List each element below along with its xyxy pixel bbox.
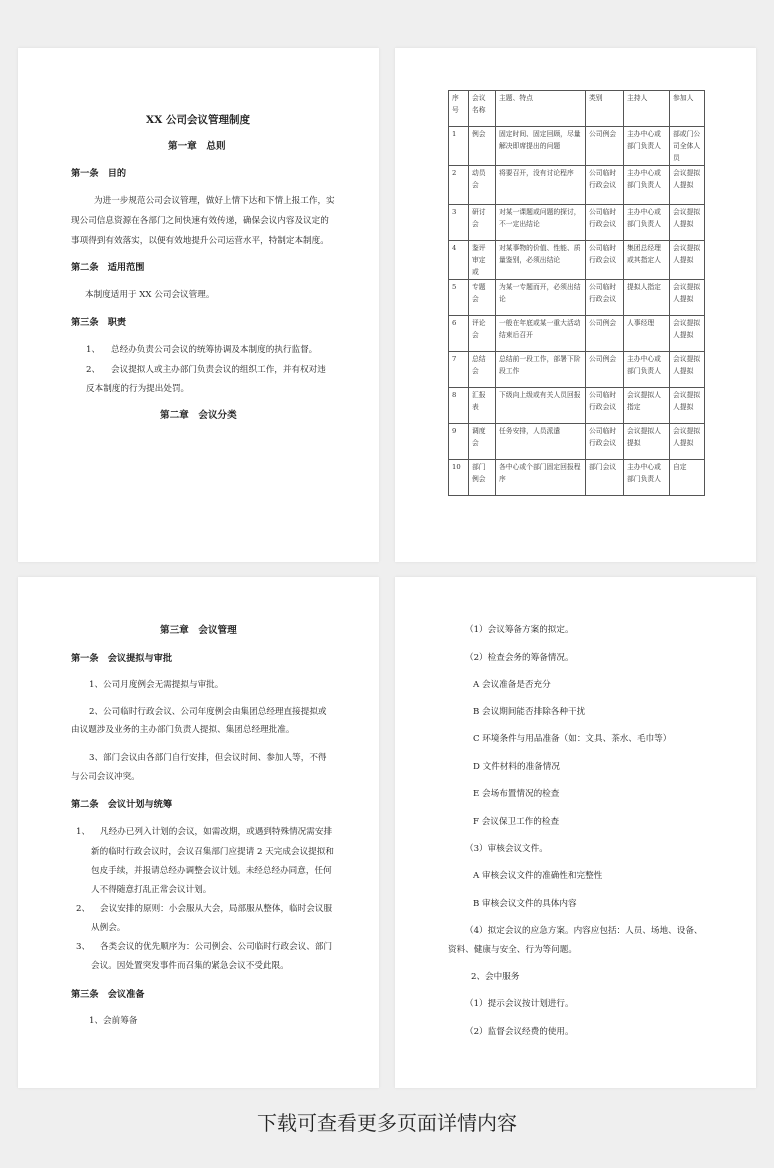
prep-line-1: （1）会议筹备方案的拟定。	[465, 625, 574, 635]
table-row	[449, 127, 705, 166]
section-2-item-1-line-2: 新的临时行政会议时，会议召集部门应提请 2 天完成会议提拟和	[91, 847, 334, 857]
table-cell: 公司例会	[586, 352, 624, 388]
table-row	[449, 316, 705, 352]
table-cell: 公司例会	[586, 127, 624, 166]
table-cell: 公司临时行政会议	[586, 166, 624, 205]
prep-line-5: C 环境条件与用品准备（如：文具、茶水、毛巾等）	[473, 734, 672, 744]
document-page-3	[18, 577, 379, 1088]
table-cell: 会议提拟人提拟	[670, 424, 705, 460]
table-cell: 为某一专题而开，必须出结论	[496, 280, 586, 316]
download-more-caption: 下载可查看更多页面详情内容	[257, 1111, 517, 1135]
table-cell: 1	[449, 127, 469, 166]
table-cell: 公司临时行政会议	[586, 241, 624, 280]
table-cell: 主办中心或部门负责人	[624, 460, 670, 496]
section-1-heading: 第一条 会议提拟与审批	[71, 653, 173, 664]
table-cell: 专题会	[469, 280, 496, 316]
meeting-types-table	[448, 90, 705, 496]
table-cell: 9	[449, 424, 469, 460]
table-row	[449, 460, 705, 496]
table-cell: 一般在年底或某一重大活动结束后召开	[496, 316, 586, 352]
table-cell: 固定时间、固定回顾，尽量解决即席提出的问题	[496, 127, 586, 166]
table-cell: 公司临时行政会议	[586, 424, 624, 460]
document-page-1	[18, 48, 379, 562]
prep-line-2: （2）检查会务的筹备情况。	[465, 653, 574, 663]
table-cell: 2	[449, 166, 469, 205]
table-header-cell: 类别	[586, 91, 624, 127]
document-page-4	[395, 577, 756, 1088]
section-1-para-3-line-1: 3、部门会议由各部门自行安排，但会议时间、参加人等，不得	[89, 753, 327, 763]
article-3-item-1: 总经办负责公司会议的统筹协调及本制度的执行监督。	[111, 345, 318, 355]
table-cell: 总结会	[469, 352, 496, 388]
section-2-item-1-number: 1、	[76, 827, 91, 837]
table-cell: 部或门公司全体人员	[670, 127, 705, 166]
document-page-2	[395, 48, 756, 562]
table-row	[449, 166, 705, 205]
article-3-item-2-line-1: 会议提拟人或主办部门负责会议的组织工作，并有权对违	[111, 365, 326, 375]
chapter-3-heading: 第三章 会议管理	[160, 625, 237, 636]
table-header-cell: 主题、特点	[496, 91, 586, 127]
table-cell: 主办中心或部门负责人	[624, 166, 670, 205]
table-header-row	[449, 91, 705, 127]
prep-line-7: E 会场布置情况的检查	[473, 789, 560, 799]
article-3-item-1-number: 1、	[86, 345, 101, 355]
table-cell: 7	[449, 352, 469, 388]
table-cell: 会议提拟人提拟	[670, 205, 705, 241]
article-3-heading: 第三条 职责	[71, 317, 127, 328]
table-cell: 部门会议	[586, 460, 624, 496]
prep-line-4: B 会议期间能否排除各种干扰	[473, 707, 586, 717]
section-2-item-3-line-1: 各类会议的优先顺序为：公司例会、公司临时行政会议、部门	[100, 942, 333, 952]
prep-line-10: A 审核会议文件的准确性和完整性	[473, 871, 603, 881]
table-cell: 动员会	[469, 166, 496, 205]
table-cell: 会议提拟人提拟	[670, 166, 705, 205]
section-3-para-1: 1、会前筹备	[89, 1016, 138, 1026]
table-cell: 人事经理	[624, 316, 670, 352]
section-1-para-2-line-2: 由议题涉及业务的主办部门负责人提拟、集团总经理批准。	[71, 725, 295, 735]
table-cell: 公司临时行政会议	[586, 205, 624, 241]
article-1-heading: 第一条 目的	[71, 168, 127, 179]
chapter-2-heading: 第二章 会议分类	[160, 410, 237, 421]
table-row	[449, 424, 705, 460]
article-2-line-1: 本制度适用于 XX 公司会议管理。	[85, 290, 215, 300]
table-header-cell: 主持人	[624, 91, 670, 127]
table-cell: 将要召开，没有讨论程序	[496, 166, 586, 205]
table-cell: 会议提拟人提拟	[670, 316, 705, 352]
chapter-1-heading: 第一章 总则	[168, 141, 226, 152]
table-row	[449, 241, 705, 280]
table-cell: 研讨会	[469, 205, 496, 241]
table-cell: 对某一课题或问题的探讨，不一定出结论	[496, 205, 586, 241]
table-cell: 鉴评审定或	[469, 241, 496, 280]
table-row	[449, 205, 705, 241]
table-row	[449, 388, 705, 424]
table-cell: 自定	[670, 460, 705, 496]
table-cell: 集团总经理或其指定人	[624, 241, 670, 280]
section-2-item-1-line-4: 人不得随意打乱正常会议计划。	[91, 885, 212, 895]
article-1-line-1: 为进一步规范公司会议管理，做好上情下达和下情上报工作，实	[94, 196, 335, 206]
table-cell: 公司临时行政会议	[586, 388, 624, 424]
table-cell: 10	[449, 460, 469, 496]
table-cell: 评论会	[469, 316, 496, 352]
prep-line-13: 2、会中服务	[471, 972, 520, 982]
table-cell: 汇报表	[469, 388, 496, 424]
table-row	[449, 352, 705, 388]
section-1-para-1: 1、公司月度例会无需提拟与审批。	[89, 680, 224, 690]
article-1-line-2: 现公司信息资源在各部门之间快速有效传递，确保会议内容及议定的	[71, 216, 329, 226]
section-2-item-3-number: 3、	[76, 942, 91, 952]
table-cell: 任务安排，人员派遣	[496, 424, 586, 460]
prep-line-14: （1）提示会议按计划进行。	[465, 999, 574, 1009]
table-cell: 会议提拟人提拟	[670, 388, 705, 424]
table-cell: 会议提拟人提拟	[670, 280, 705, 316]
table-cell: 部门例会	[469, 460, 496, 496]
table-cell: 下级向上级或有关人员回报	[496, 388, 586, 424]
table-cell: 提拟人指定	[624, 280, 670, 316]
article-3-item-2-number: 2、	[86, 365, 101, 375]
prep-line-3: A 会议准备是否充分	[473, 680, 551, 690]
prep-line-12a: （4）拟定会议的应急方案。内容应包括：人员、场地、设备、	[465, 926, 703, 936]
table-cell: 主办中心或部门负责人	[624, 205, 670, 241]
prep-line-8: F 会议保卫工作的检查	[473, 817, 560, 827]
table-header-cell: 会议名称	[469, 91, 496, 127]
section-2-item-2-line-1: 会议安排的原则：小会服从大会，局部服从整体，临时会议服	[100, 904, 333, 914]
prep-line-9: （3）审核会议文件。	[465, 844, 548, 854]
prep-line-11: B 审核会议文件的具体内容	[473, 899, 577, 909]
section-2-item-3-line-2: 会议。因处置突发事件而召集的紧急会议不受此限。	[91, 961, 289, 971]
table-cell: 6	[449, 316, 469, 352]
section-2-item-1-line-1: 凡经办已列入计划的会议，如需改期，或遇到特殊情况需安排	[100, 827, 333, 837]
table-cell: 8	[449, 388, 469, 424]
table-cell: 例会	[469, 127, 496, 166]
table-cell: 会议提拟人指定	[624, 388, 670, 424]
section-1-para-3-line-2: 与公司会议冲突。	[71, 772, 140, 782]
table-cell: 公司临时行政会议	[586, 280, 624, 316]
article-3-item-2-line-2: 反本制度的行为提出处罚。	[86, 384, 190, 394]
table-cell: 公司例会	[586, 316, 624, 352]
table-cell: 会议提拟人提拟	[624, 424, 670, 460]
table-cell: 会议提拟人提拟	[670, 241, 705, 280]
meeting-types-table-body	[449, 91, 705, 496]
table-cell: 3	[449, 205, 469, 241]
table-cell: 各中心或个部门固定回报程序	[496, 460, 586, 496]
section-2-item-2-line-2: 从例会。	[91, 923, 126, 933]
document-title: XX 公司会议管理制度	[146, 114, 250, 126]
table-cell: 会议提拟人提拟	[670, 352, 705, 388]
table-cell: 4	[449, 241, 469, 280]
table-cell: 主办中心或部门负责人	[624, 127, 670, 166]
article-1-line-3: 事项得到有效落实，以便有效地提升公司运营水平，特制定本制度。	[71, 236, 329, 246]
section-2-heading: 第二条 会议计划与统筹	[71, 799, 173, 810]
section-1-para-2-line-1: 2、公司临时行政会议、公司年度例会由集团总经理直接提拟或	[89, 707, 327, 717]
prep-line-15: （2）监督会议经费的使用。	[465, 1027, 574, 1037]
table-header-cell: 参加人	[670, 91, 705, 127]
table-cell: 5	[449, 280, 469, 316]
table-header-cell: 序号	[449, 91, 469, 127]
prep-line-12b: 资料、健康与安全、行为等问题。	[448, 945, 577, 955]
section-2-item-1-line-3: 包皮手续，并报请总经办调整会议计划。未经总经办同意，任何	[91, 866, 332, 876]
article-2-heading: 第二条 适用范围	[71, 262, 145, 273]
table-cell: 调度会	[469, 424, 496, 460]
section-2-item-2-number: 2、	[76, 904, 91, 914]
table-cell: 主办中心或部门负责人	[624, 352, 670, 388]
section-3-heading: 第三条 会议准备	[71, 989, 145, 1000]
prep-line-6: D 文件材料的准备情况	[473, 762, 560, 772]
table-cell: 总结前一段工作，部署下阶段工作	[496, 352, 586, 388]
table-row	[449, 280, 705, 316]
table-cell: 对某事物的价值、性能、质量鉴别，必须出结论	[496, 241, 586, 280]
